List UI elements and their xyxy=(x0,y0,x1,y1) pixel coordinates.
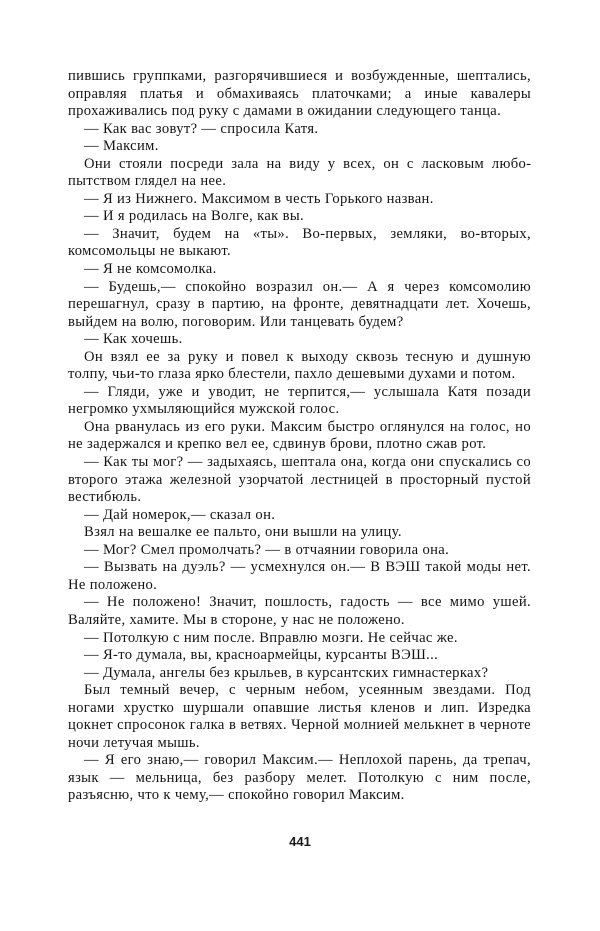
dialogue-line: — Гляди, уже и уводит, не терпится,— услышала Катя позади негромко ухмыляющийся мужской голос. xyxy=(68,383,531,418)
paragraph: Они стояли посреди зала на виду у всех, он с ласковым любопытством глядел на нее. xyxy=(68,155,531,190)
dialogue-line: — Вызвать на дуэль? — усмехнулся он.— В ВЭШ такой моды нет. Не положено. xyxy=(68,559,531,593)
dialogue-line: — Я-то думала, вы, красноармейцы, курсанты ВЭШ... xyxy=(84,647,439,664)
dialogue-line: — Мог? Смел промолчать? — в отчаянии говорила она. xyxy=(84,541,450,558)
paragraph: Взял на вешалке ее пальто, они вышли на улицу. xyxy=(84,524,402,541)
paragraph: Он взял ее за руку и повел к выходу сквозь тесную и душную толпу, чьи-то глаза ярко блестели, пахло дешевыми духами и потом. xyxy=(68,348,531,383)
dialogue-line: — Как ты мог? — задыхаясь, шептала она, когда они спускались со второго этажа железной узорчатой лестницей в просторный пустой вестибюль. xyxy=(68,454,531,506)
dialogue-line: — Я из Нижнего. Максимом в честь Горького назван. xyxy=(84,190,434,207)
page-body xyxy=(68,68,531,805)
dialogue-line: — Как вас зовут? — спросила Катя. xyxy=(84,120,319,137)
paragraph: Был темный вечер, с черным небом, усеянным звездами. Под ногами хрустко шуршали опавшие листья кленов и лип. Изредка цокнет спросонок галка в ветвях. Черной молнией мелькнет в черноте ночи летучая мышь. xyxy=(68,682,531,751)
dialogue-line: — Думала, ангелы без крыльев, в курсантских гимнастерках? xyxy=(84,664,489,681)
dialogue-line: — И я родилась на Волге, как вы. xyxy=(84,208,304,225)
dialogue-line: — Я не комсомолка. xyxy=(84,261,217,278)
dialogue-line: — Как хочешь. xyxy=(84,331,183,348)
dialogue-line: — Дай номерок,— сказал он. xyxy=(84,506,276,523)
dialogue-line: — Значит, будем на «ты». Во-первых, земляки, во-вторых, комсомольцы не выкают. xyxy=(68,225,531,260)
paragraph-continuation: пившись группками, разгорячившиеся и возбужденные, шептались, оправляя платья и обмахиваясь платочками; а иные кавалеры прохаживались под руку с дамами в ожидании следующего танца. xyxy=(68,68,531,120)
page-number: 441 xyxy=(289,834,311,849)
paragraph: Она рванулась из его руки. Максим быстро оглянулся на голос, но не задержался и крепко вел ее, сдвинув брови, плотно сжав рот. xyxy=(68,418,531,453)
dialogue-line: — Максим. xyxy=(84,138,159,155)
dialogue-line: — Не положено! Значит, пошлость, гадость — все мимо ушей. Валяйте, хамите. Мы в стороне, у нас не положено. xyxy=(68,594,531,628)
dialogue-line: — Потолкую с ним после. Вправлю мозги. Не сейчас же. xyxy=(84,629,458,646)
dialogue-line: — Я его знаю,— говорил Максим.— Неплохой парень, да трепач, язык — мельница, без разбору мелет. Потолкую с ним после, разъясню, что к чему,— спокойно говорил Максим. xyxy=(68,752,531,804)
dialogue-line: — Будешь,— спокойно возразил он.— А я через комсомолию перешагнул, сразу в партию, на фронте, девятнадцати лет. Хочешь, выйдем на волю, поговорим. Или танцевать будем? xyxy=(68,278,531,330)
